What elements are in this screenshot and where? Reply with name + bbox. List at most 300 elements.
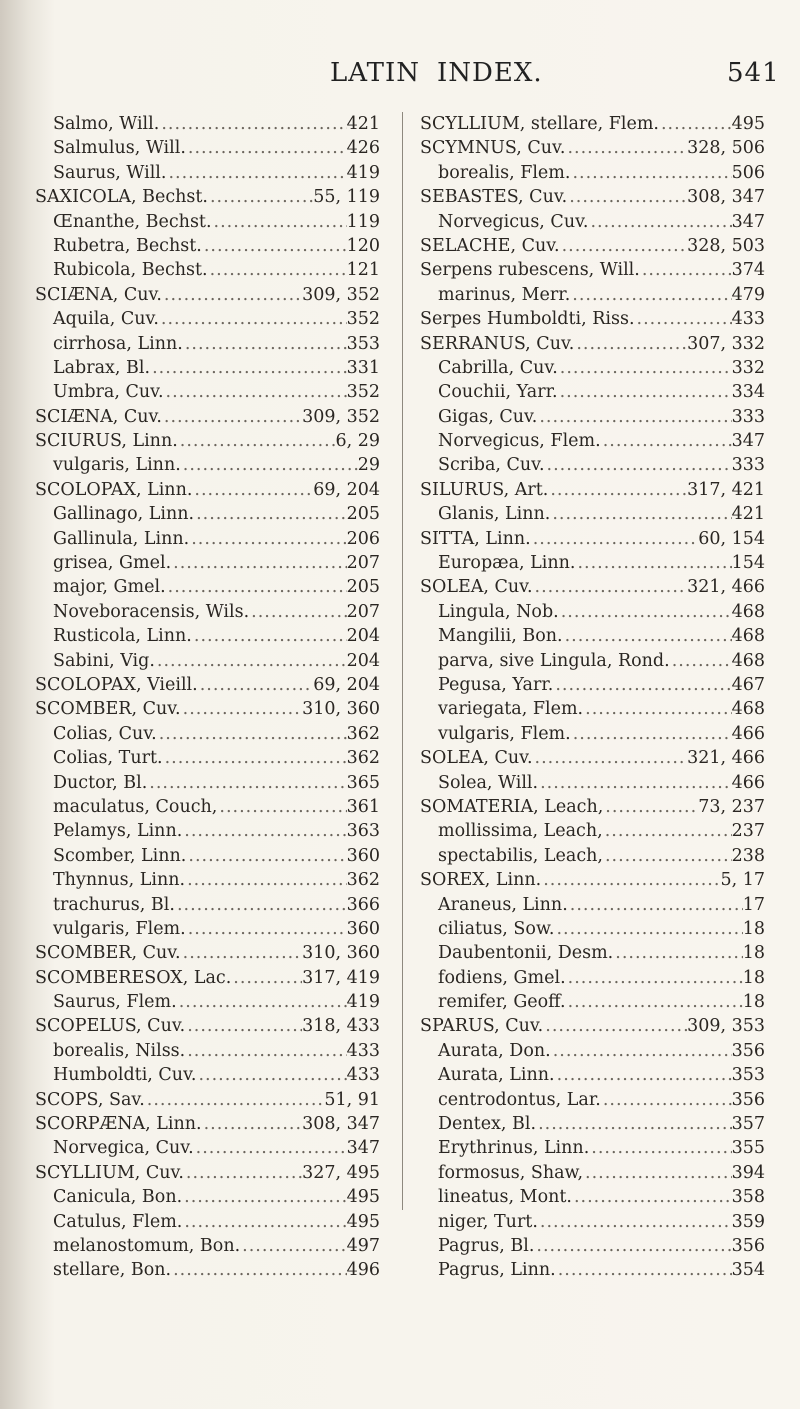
entry-name: Norvegica, Cuv. [53,1138,194,1159]
entry-name: marinus, Merr. [438,284,571,305]
entry-name: Pegusa, Yarr. [438,674,554,695]
entry-name: SCYMNUS, Cuv. [420,138,566,159]
entry-name: trachurus, Bl. [53,894,175,915]
index-entry [35,405,380,429]
index-entry [35,112,380,136]
leader-dots [551,1039,732,1063]
entry-pages: 333 [731,406,765,427]
entry-name: Rubetra, Bechst. [53,235,202,256]
index-entry [35,161,380,185]
entry-pages: 419 [346,992,380,1013]
leader-dots [613,941,742,965]
index-entry [35,380,380,404]
entry-pages: 433 [346,1065,380,1086]
leader-dots [217,795,346,819]
leader-dots [175,893,347,917]
leader-dots [178,429,336,453]
index-entry [420,185,765,209]
index-entry [420,600,765,624]
entry-pages: 332 [731,357,765,378]
entry-pages: 17 [742,894,765,915]
leader-dots [548,478,687,502]
entry-name: Umbra, Cuv. [53,382,164,403]
entry-pages: 18 [742,992,765,1013]
entry-name: SCYLLIUM, Cuv. [35,1162,184,1183]
entry-pages: 357 [731,1114,765,1135]
entry-pages: 466 [731,723,765,744]
index-entry [35,990,380,1014]
entry-pages: 60, 154 [698,528,765,549]
leader-dots [603,795,698,819]
leader-dots [181,453,358,477]
leader-dots [559,600,732,624]
leader-dots [570,283,731,307]
entry-name: Serpens rubescens, Will. [420,260,640,281]
entry-name: SOREX, Linn. [420,870,542,891]
entry-name: borealis, Nilss. [53,1040,186,1061]
entry-pages: 29 [357,455,380,476]
leader-dots [198,673,313,697]
leader-dots [182,819,346,843]
entry-pages: 374 [731,260,765,281]
leader-dots [186,844,346,868]
entry-pages: 362 [346,723,380,744]
entry-name: Œnanthe, Bechst. [53,211,212,232]
entry-pages: 467 [731,674,765,695]
entry-pages: 421 [346,114,380,134]
entry-name: Saurus, Will. [53,162,167,183]
entry-pages: 468 [731,650,765,671]
index-entry [35,600,380,624]
entry-name: Erythrinus, Linn. [438,1138,590,1159]
entry-name: SOLEA, Cuv. [420,577,533,598]
entry-name: Canicula, Bon. [53,1187,183,1208]
entry-pages: 394 [731,1162,765,1183]
leader-dots [166,161,346,185]
entry-pages: 347 [346,1138,380,1159]
index-entry [35,307,380,331]
entry-name: melanostomum, Bon. [53,1235,241,1256]
leader-dots [183,332,347,356]
entry-pages: 18 [742,918,765,939]
index-entry [420,819,765,843]
leader-dots [166,575,347,599]
entry-name: Rusticola, Linn. [53,626,192,647]
entry-pages: 205 [346,577,380,598]
leader-dots [572,1185,732,1209]
entry-name: Aurata, Don. [438,1040,551,1061]
entry-name: centrodontus, Lar. [438,1089,601,1110]
entry-pages: 433 [346,1040,380,1061]
entry-pages: 238 [731,845,765,866]
entry-name: grisea, Gmel. [53,553,172,574]
leader-dots [185,1014,302,1038]
index-entry [420,136,765,160]
entry-pages: 360 [346,918,380,939]
entry-pages: 204 [346,650,380,671]
leader-dots [554,917,742,941]
index-entry [420,1161,765,1185]
index-entry [420,649,765,673]
index-entry [420,307,765,331]
leader-dots [563,624,732,648]
entry-pages: 51, 91 [324,1089,380,1110]
index-entry [420,844,765,868]
index-entry [420,917,765,941]
entry-name: Sabini, Vig. [53,650,155,671]
leader-dots [574,332,687,356]
index-entry [35,1136,380,1160]
leader-dots [163,746,347,770]
index-entry [420,1234,765,1258]
entry-name: lineatus, Mont. [438,1187,572,1208]
entry-name: Europæa, Linn. [438,553,576,574]
index-entry [420,697,765,721]
entry-pages: 468 [731,626,765,647]
entry-pages: 55, 119 [313,187,380,208]
entry-name: SCOLOPAX, Vieill. [35,674,198,695]
leader-dots [558,380,732,404]
entry-name: Daubentonii, Desm. [438,943,614,964]
index-entry [35,258,380,282]
entry-pages: 495 [346,1187,380,1208]
entry-pages: 309, 352 [302,284,380,305]
entry-pages: 307, 332 [687,333,765,354]
leader-dots [541,868,720,892]
entry-pages: 308, 347 [302,1114,380,1135]
leader-dots [640,258,732,282]
index-entry [420,941,765,965]
entry-name: spectabilis, Leach, [438,845,603,866]
leader-dots [147,771,346,795]
entry-name: Norvegicus, Flem. [438,431,601,452]
leader-dots [568,893,743,917]
entry-pages: 356 [731,1089,765,1110]
entry-name: SCOLOPAX, Linn. [35,479,193,500]
index-entry [35,819,380,843]
leader-dots [588,210,731,234]
entry-name: Ductor, Bl. [53,772,148,793]
entry-name: Pagrus, Bl. [438,1235,535,1256]
leader-dots [192,624,347,648]
index-entry [35,966,380,990]
entry-pages: 347 [731,211,765,232]
leader-dots [185,868,347,892]
index-entry [420,624,765,648]
leader-dots [543,1014,687,1038]
entry-name: Gallinula, Linn. [53,528,190,549]
index-entry [35,234,380,258]
index-column-left [35,112,380,1283]
entry-name: SCIÆNA, Cuv. [35,284,162,305]
leader-dots [155,649,347,673]
leader-dots [164,380,347,404]
index-entry [35,697,380,721]
leader-dots [534,1234,731,1258]
index-entry [35,917,380,941]
entry-pages: 204 [346,626,380,647]
leader-dots [196,1063,346,1087]
entry-pages: 237 [731,821,765,842]
entry-name: SILURUS, Art. [420,479,549,500]
index-entry [420,453,765,477]
leader-dots [145,1088,325,1112]
entry-name: Cabrilla, Cuv. [438,357,558,378]
leader-dots [202,234,347,258]
entry-name: maculatus, Couch, [53,796,218,817]
leader-dots [567,185,687,209]
entry-name: SCOPELUS, Cuv. [35,1016,186,1037]
index-entry [420,795,765,819]
index-entry [420,210,765,234]
leader-dots [185,1039,346,1063]
leader-dots [157,722,347,746]
entry-pages: 327, 495 [302,1162,380,1183]
entry-name: mollissima, Leach, [438,821,603,842]
leader-dots [566,966,743,990]
entry-pages: 359 [731,1211,765,1232]
index-entry [35,795,380,819]
index-entry [420,1112,765,1136]
index-entry [35,1112,380,1136]
index-entry [420,990,765,1014]
entry-pages: 495 [346,1211,380,1232]
entry-name: Glanis, Linn. [438,504,551,525]
index-entry [35,1185,380,1209]
leader-dots [670,649,732,673]
entry-pages: 121 [346,260,380,281]
entry-pages: 321, 466 [687,577,765,598]
index-entry [35,356,380,380]
index-entry [35,624,380,648]
index-entry [420,1063,765,1087]
leader-dots [159,112,346,136]
index-entry [35,210,380,234]
index-entry [35,1063,380,1087]
entry-name: Catulus, Flem. [53,1211,183,1232]
index-entry [35,478,380,502]
entry-pages: 358 [731,1187,765,1208]
entry-pages: 365 [346,772,380,793]
leader-dots [635,307,732,331]
index-entry [420,502,765,526]
index-entry [420,722,765,746]
leader-dots [181,941,302,965]
index-entry [420,551,765,575]
entry-name: Mangilii, Bon. [438,626,563,647]
index-entry [35,332,380,356]
entry-name: Norvegicus, Cuv. [438,211,589,232]
entry-pages: 333 [731,455,765,476]
index-entry [420,575,765,599]
index-entry [35,771,380,795]
index-entry [420,1088,765,1112]
entry-pages: 506 [731,162,765,183]
leader-dots [538,1210,732,1234]
index-entry [420,868,765,892]
leader-dots [192,478,313,502]
index-entry [420,1210,765,1234]
entry-pages: 120 [346,235,380,256]
entry-pages: 356 [731,1040,765,1061]
leader-dots [560,234,687,258]
entry-pages: 318, 433 [302,1016,380,1037]
entry-pages: 363 [346,821,380,842]
entry-pages: 328, 503 [687,235,765,256]
entry-name: fodiens, Gmel. [438,967,566,988]
index-entry [420,161,765,185]
index-entry [420,1185,765,1209]
leader-dots [558,356,732,380]
leader-dots [208,185,313,209]
leader-dots [171,1258,347,1282]
entry-pages: 154 [731,553,765,574]
index-entry [35,868,380,892]
leader-dots [186,136,347,160]
entry-pages: 207 [346,601,380,622]
entry-name: Pelamys, Linn. [53,821,183,842]
index-entry [35,1039,380,1063]
entry-pages: 69, 204 [313,479,380,500]
entry-pages: 310, 360 [302,699,380,720]
leader-dots [583,697,731,721]
header-title-index: INDEX. [437,58,543,88]
entry-pages: 73, 237 [698,796,765,817]
index-entry [35,941,380,965]
entry-name: Dentex, Bl. [438,1114,537,1135]
entry-pages: 353 [731,1065,765,1086]
entry-name: Araneus, Linn. [438,894,568,915]
leader-dots [538,771,732,795]
index-entry [35,844,380,868]
entry-pages: 309, 353 [687,1016,765,1037]
leader-dots [182,1185,346,1209]
index-entry [420,673,765,697]
entry-name: stellare, Bon. [53,1260,172,1281]
entry-pages: 205 [346,504,380,525]
entry-name: SOMATERIA, Leach, [420,796,604,817]
entry-pages: 479 [731,284,765,305]
leader-dots [240,1234,346,1258]
entry-name: Lingula, Nob. [438,601,559,622]
leader-dots [249,600,346,624]
entry-pages: 347 [731,431,765,452]
index-entry [420,283,765,307]
entry-name: SCOMBERESOX, Lac. [35,967,232,988]
index-entry [35,551,380,575]
leader-dots [601,429,732,453]
index-entry [35,1088,380,1112]
entry-pages: 362 [346,748,380,769]
index-entry [420,771,765,795]
leader-dots [553,673,731,697]
entry-pages: 426 [346,138,380,159]
entry-name: SCYLLIUM, stellare, Flem. [420,114,659,134]
entry-name: Humboldti, Cuv. [53,1065,197,1086]
entry-name: SOLEA, Cuv. [420,748,533,769]
entry-pages: 18 [742,943,765,964]
index-entry [35,1210,380,1234]
index-entry [35,575,380,599]
index-entry [420,1014,765,1038]
leader-dots [177,990,347,1014]
leader-dots [162,283,302,307]
leader-dots [575,551,731,575]
index-entry [420,966,765,990]
entry-pages: 18 [742,967,765,988]
leader-dots [181,697,302,721]
entry-name: variegata, Flem. [438,699,584,720]
index-entry [420,1258,765,1282]
entry-pages: 5, 17 [720,870,765,891]
entry-name: Aurata, Linn. [438,1065,555,1086]
entry-name: parva, sive Lingula, Rond. [438,650,670,671]
entry-name: formosus, Shaw, [438,1162,584,1183]
entry-pages: 310, 360 [302,943,380,964]
index-entry [35,649,380,673]
leader-dots [603,819,732,843]
entry-name: remifer, Geoff. [438,992,566,1013]
leader-dots [570,161,731,185]
index-entry [420,380,765,404]
entry-name: Colias, Cuv. [53,723,157,744]
entry-name: SAXICOLA, Bechst. [35,187,208,208]
leader-dots [536,1112,732,1136]
index-entry [420,429,765,453]
leader-dots [208,258,347,282]
entry-pages: 366 [346,894,380,915]
entry-name: SCIURUS, Linn. [35,431,178,452]
leader-dots [566,990,743,1014]
leader-dots [531,527,699,551]
page-header [0,58,800,98]
index-entry [35,893,380,917]
index-entry [420,112,765,136]
entry-name: niger, Turt. [438,1211,538,1232]
index-entry [35,1161,380,1185]
entry-pages: 6, 29 [335,431,380,452]
index-entry [35,453,380,477]
entry-name: ciliatus, Sow. [438,918,555,939]
index-entry [420,405,765,429]
entry-pages: 356 [731,1235,765,1256]
entry-name: SELACHE, Cuv. [420,235,560,256]
index-entry [420,893,765,917]
leader-dots [533,746,688,770]
entry-pages: 355 [731,1138,765,1159]
entry-pages: 354 [731,1260,765,1281]
entry-pages: 331 [346,357,380,378]
index-entry [420,527,765,551]
entry-pages: 309, 352 [302,406,380,427]
entry-name: SCOPS, Sav. [35,1089,145,1110]
header-title-latin: LATIN [330,58,420,88]
column-divider [402,112,403,1210]
entry-pages: 317, 419 [302,967,380,988]
entry-name: SERRANUS, Cuv. [420,333,575,354]
index-entry [35,283,380,307]
entry-name: Gallinago, Linn. [53,504,195,525]
leader-dots [162,405,302,429]
entry-pages: 328, 506 [687,138,765,159]
leader-dots [537,405,731,429]
entry-pages: 119 [346,211,380,232]
entry-name: Labrax, Bl. [53,357,151,378]
index-entry [35,746,380,770]
index-entry [35,722,380,746]
leader-dots [555,1063,732,1087]
leader-dots [194,1136,347,1160]
